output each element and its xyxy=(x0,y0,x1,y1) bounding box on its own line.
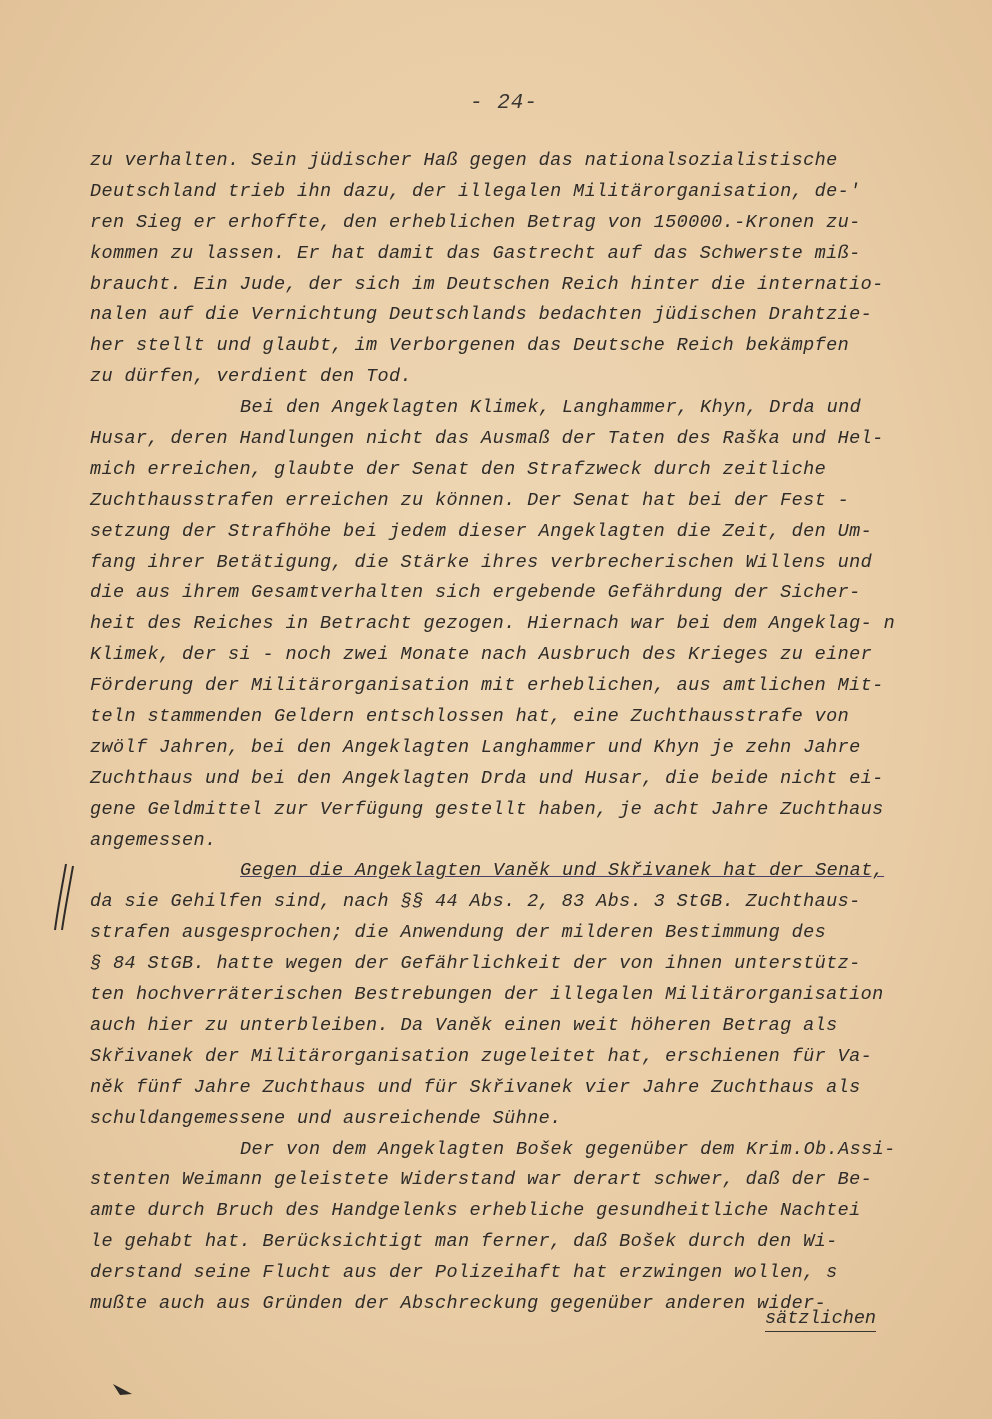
catchword: sätzlichen xyxy=(765,1308,876,1332)
text-line: § 84 StGB. hatte wegen der Gefährlichkeit der von ihnen unterstütz- xyxy=(90,953,861,975)
body-text xyxy=(90,146,980,1320)
text-line: le gehabt hat. Berücksichtigt man ferner, daß Bošek durch den Wi- xyxy=(90,1231,838,1253)
paragraph-start-line: Bei den Angeklagten Klimek, Langhammer, Khyn, Drda und xyxy=(240,397,862,419)
text-line: ten hochverräterischen Bestrebungen der illegalen Militärorganisation xyxy=(90,984,884,1006)
page-number: - 24- xyxy=(470,92,539,115)
text-line: Husar, deren Handlungen nicht das Ausmaß der Taten des Raška und Hel- xyxy=(90,428,884,450)
text-line: derstand seine Flucht aus der Polizeihaft hat erzwingen wollen, s xyxy=(90,1262,838,1284)
text-line: mußte auch aus Gründen der Abschreckung gegenüber anderen wider- xyxy=(90,1292,827,1314)
paragraph-start-line: Der von dem Angeklagten Bošek gegenüber dem Krim.Ob.Assi- xyxy=(240,1138,896,1160)
text-line: Zuchthaus und bei den Angeklagten Drda und Husar, die beide nicht ei- xyxy=(90,767,884,789)
text-line: schuldangemessene und ausreichende Sühne. xyxy=(90,1107,562,1129)
text-line: strafen ausgesprochen; die Anwendung der milderen Bestimmung des xyxy=(90,922,827,944)
text-line: zu verhalten. Sein jüdischer Haß gegen das nationalsozialistische xyxy=(90,150,838,171)
text-line: heit des Reiches in Betracht gezogen. Hiernach war bei dem Angeklag- n xyxy=(90,613,896,635)
text-line: nalen auf die Vernichtung Deutschlands bedachten jüdischen Drahtzie- xyxy=(90,304,873,326)
text-line: da sie Gehilfen sind, nach §§ 44 Abs. 2, 83 Abs. 3 StGB. Zuchthaus- xyxy=(90,891,861,913)
text-line: něk fünf Jahre Zuchthaus und für Skřivanek vier Jahre Zuchthaus als xyxy=(90,1076,861,1098)
text-line: Zuchthausstrafen erreichen zu können. Der Senat hat bei der Fest - xyxy=(90,489,850,511)
text-line: amte durch Bruch des Handgelenks erhebliche gesundheitliche Nachtei xyxy=(90,1200,861,1222)
text-line: gene Geldmittel zur Verfügung gestellt haben, je acht Jahre Zuchthaus xyxy=(90,798,884,820)
text-line: zwölf Jahren, bei den Angeklagten Langhammer und Khyn je zehn Jahre xyxy=(90,736,861,758)
text-line: her stellt und glaubt, im Verborgenen das Deutsche Reich bekämpfen xyxy=(90,335,850,357)
text-line: angemessen. xyxy=(90,829,217,851)
text-line: Klimek, der si - noch zwei Monate nach Ausbruch des Krieges zu einer xyxy=(90,644,873,666)
text-line: mich erreichen, glaubte der Senat den Strafzweck durch zeitliche xyxy=(90,458,827,480)
text-line: Deutschland trieb ihn dazu, der illegalen Militärorganisation, de-' xyxy=(90,180,861,202)
text-line: braucht. Ein Jude, der sich im Deutschen Reich hinter die internatio- xyxy=(90,273,884,295)
paragraph-start-line: Gegen die Angeklagten Vaněk und Skřivanek hat der Senat, xyxy=(240,860,885,882)
arrow-mark-icon xyxy=(112,1382,134,1398)
text-line: die aus ihrem Gesamtverhalten sich ergebende Gefährdung der Sicher- xyxy=(90,582,861,604)
text-line: zu dürfen, verdient den Tod. xyxy=(90,366,413,388)
text-line: Skřivanek der Militärorganisation zugeleitet hat, erschienen für Va- xyxy=(90,1045,873,1067)
text-line: kommen zu lassen. Er hat damit das Gastrecht auf das Schwerste miß- xyxy=(90,242,861,264)
text-line: Förderung der Militärorganisation mit erheblichen, aus amtlichen Mit- xyxy=(90,675,884,697)
text-line: setzung der Strafhöhe bei jedem dieser Angeklagten die Zeit, den Um- xyxy=(90,520,873,542)
text-line: teln stammenden Geldern entschlossen hat, eine Zuchthausstrafe von xyxy=(90,706,850,728)
text-line: ren Sieg er erhoffte, den erheblichen Betrag von 150000.-Kronen zu- xyxy=(90,211,861,233)
text-line: auch hier zu unterbleiben. Da Vaněk einen weit höheren Betrag als xyxy=(90,1014,838,1036)
margin-double-stroke-mark xyxy=(52,862,76,932)
text-line: stenten Weimann geleistete Widerstand war derart schwer, daß der Be- xyxy=(90,1169,873,1191)
text-line: fang ihrer Betätigung, die Stärke ihres verbrecherischen Willens und xyxy=(90,551,873,573)
